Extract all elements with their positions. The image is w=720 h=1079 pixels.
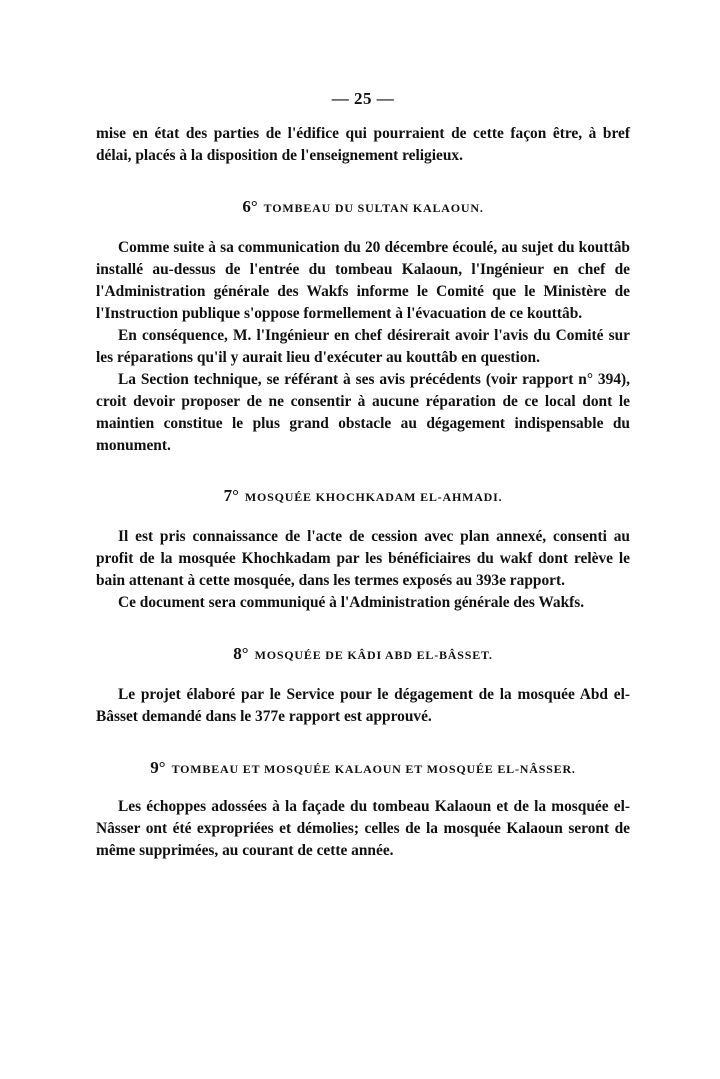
paragraph: La Section technique, se référant à ses avis précédents (voir rapport n° 394), croit devoir proposer de ne consentir à aucune réparation de ce local dont le maintien constitue le plus grand obstacle au dégagement indispensable du monument. — [96, 371, 630, 454]
document-page — [96, 88, 630, 862]
paragraph: Les échoppes adossées à la façade du tombeau Kalaoun et de la mosquée el-Nâsser ont été expropriées et démolies; celles de la mosquée Kalaoun seront de même supprimées, au courant de cette année. — [96, 798, 630, 859]
section-heading-7 — [96, 485, 630, 508]
continuation-paragraph: mise en état des parties de l'édifice qui pourraient de cette façon être, à bref délai, placés à la disposition de l'enseignement religieux. — [96, 125, 630, 164]
section-number: 7° — [223, 486, 239, 505]
section-number: 9° — [150, 758, 166, 777]
section-title: TOMBEAU ET MOSQUÉE KALAOUN ET MOSQUÉE EL-NÂSSER. — [171, 762, 576, 776]
section-heading-9 — [96, 757, 630, 780]
paragraph: Le projet élaboré par le Service pour le dégagement de la mosquée Abd el-Bâsset demandé dans le 377e rapport est approuvé. — [96, 686, 630, 725]
paragraph: Ce document sera communiqué à l'Administration générale des Wakfs. — [118, 594, 585, 611]
section-title: MOSQUÉE KHOCHKADAM EL-AHMADI. — [244, 490, 503, 504]
section-number: 8° — [233, 644, 249, 663]
paragraph: Il est pris connaissance de l'acte de cession avec plan annexé, consenti au profit de la mosquée Khochkadam par les bénéficiaires du wakf dont relève le bain attenant à cette mosquée, dans les termes exposés au 393e rapport. — [96, 528, 630, 589]
section-number: 6° — [242, 197, 258, 216]
section-title: TOMBEAU DU SULTAN KALAOUN. — [263, 201, 484, 215]
paragraph: En conséquence, M. l'Ingénieur en chef désirerait avoir l'avis du Comité sur les réparations qu'il y aurait lieu d'exécuter au kouttâb en question. — [96, 327, 630, 366]
section-title: MOSQUÉE DE KÂDI ABD EL-BÂSSET. — [254, 648, 493, 662]
page-number: — 25 — — [331, 89, 395, 108]
paragraph: Comme suite à sa communication du 20 décembre écoulé, au sujet du kouttâb installé au-dessus de l'entrée du tombeau Kalaoun, l'Ingénieur en chef de l'Administration générale des Wakfs informe le Comité que le Ministère de l'Instruction publique s'oppose formellement à l'évacuation de ce kouttâb. — [96, 239, 630, 322]
section-heading-8 — [96, 643, 630, 666]
section-heading-6 — [96, 196, 630, 219]
